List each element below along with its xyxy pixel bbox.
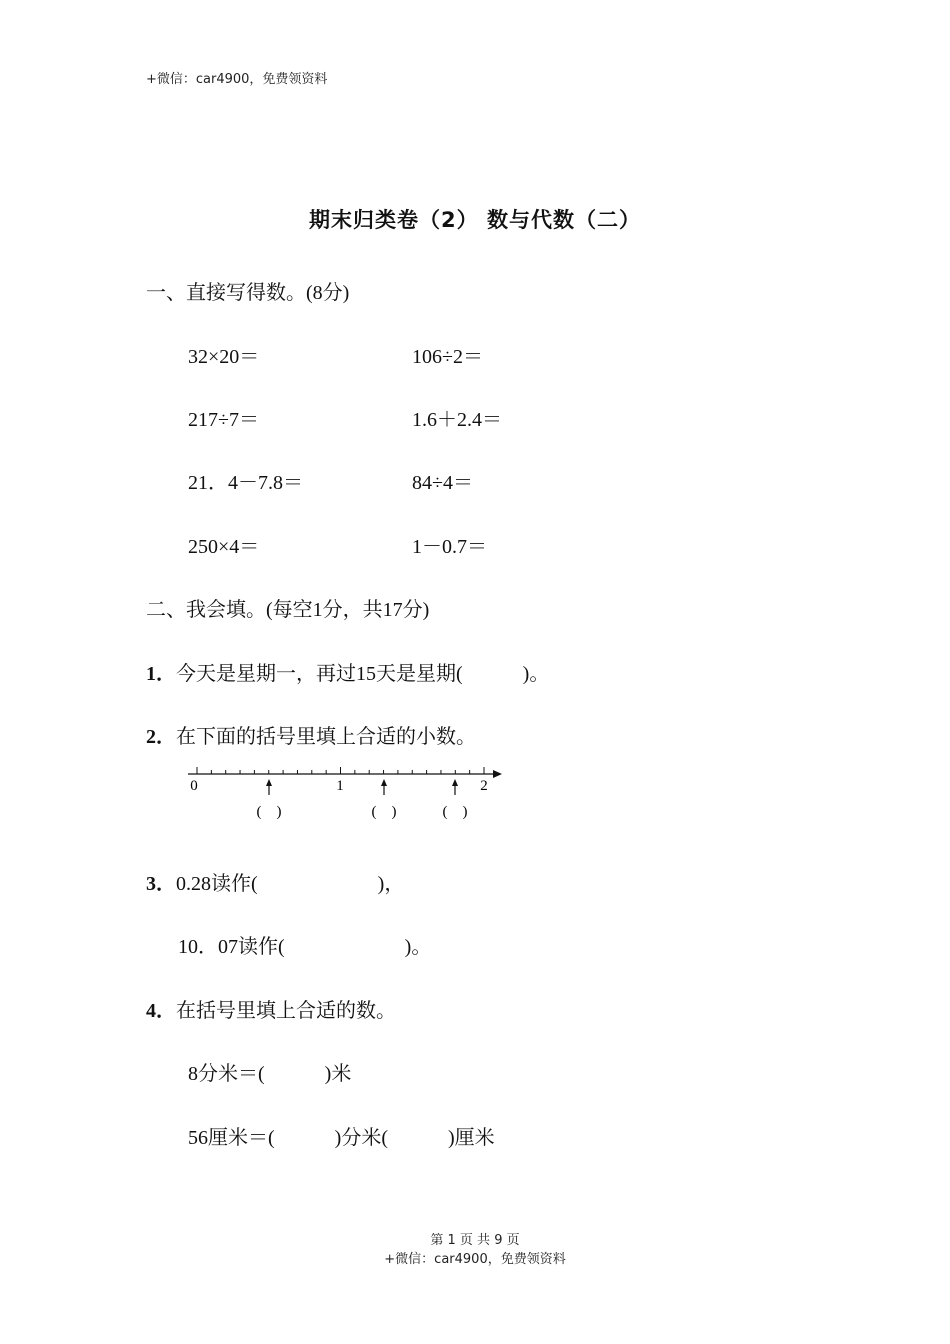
question-4: 4．在括号里填上合适的数。 <box>146 1000 396 1022</box>
number-line-arrow-1 <box>266 779 272 795</box>
number-line-blank-3[interactable]: ( ) <box>442 804 468 820</box>
question-3: 3．0.28读作( )， <box>146 873 405 895</box>
number-line <box>180 762 510 828</box>
problem-5: 21．4－7.8＝ <box>188 472 303 494</box>
problem-1: 32×20＝ <box>188 346 260 368</box>
footer-note: +微信：car4900，免费领资料 <box>384 1252 566 1267</box>
problem-4: 1.6＋2.4＝ <box>412 409 502 431</box>
question-1: 1．今天是星期一，再过15天是星期( )。 <box>146 663 550 685</box>
question-2-text: 在下面的括号里填上合适的小数。 <box>176 726 476 748</box>
number-line-label-1: 1 <box>336 778 344 794</box>
number-line-ticks <box>197 767 484 774</box>
number-line-arrow-3 <box>452 779 458 795</box>
question-4-text: 在括号里填上合适的数。 <box>176 1000 396 1022</box>
question-3-number: 3 <box>146 873 156 895</box>
section2-heading: 二、我会填。(每空1分，共17分) <box>146 599 430 621</box>
page-number: 第 1 页 共 9 页 <box>430 1233 520 1248</box>
problem-3: 217÷7＝ <box>188 409 259 431</box>
question-2: 2．在下面的括号里填上合适的小数。 <box>146 726 476 748</box>
problem-6: 84÷4＝ <box>412 472 473 494</box>
question-4-line2: 56厘米＝( )分米( )厘米 <box>188 1127 495 1149</box>
question-4-line1: 8分米＝( )米 <box>188 1063 352 1085</box>
number-line-blank-2[interactable]: ( ) <box>371 804 397 820</box>
problem-8: 1－0.7＝ <box>412 536 487 558</box>
question-2-number: 2 <box>146 726 156 748</box>
question-4-number: 4 <box>146 1000 156 1022</box>
section1-heading: 一、直接写得数。(8分) <box>146 282 350 304</box>
problem-7: 250×4＝ <box>188 536 260 558</box>
problem-2: 106÷2＝ <box>412 346 483 368</box>
number-line-label-2: 2 <box>480 778 488 794</box>
number-line-arrowhead <box>493 770 502 778</box>
question-1-number: 1 <box>146 663 156 685</box>
number-line-label-0: 0 <box>190 778 198 794</box>
page-title: 期末归类卷（2） 数与代数（二） <box>309 208 641 232</box>
number-line-arrow-2 <box>381 779 387 795</box>
question-1-text: 今天是星期一，再过15天是星期( )。 <box>176 663 550 685</box>
question-3-line1: 0.28读作( )， <box>176 873 405 895</box>
number-line-blank-1[interactable]: ( ) <box>256 804 282 820</box>
header-note: +微信：car4900，免费领资料 <box>146 72 328 87</box>
question-3-line2: 10．07读作( )。 <box>178 936 432 958</box>
